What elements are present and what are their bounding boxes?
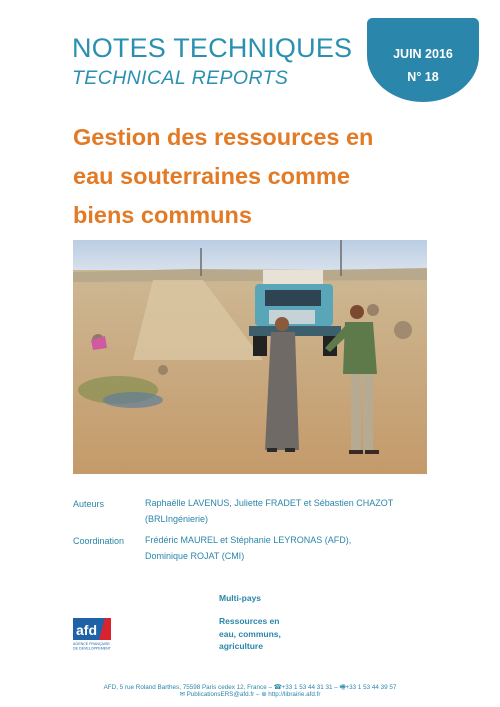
authors-affiliation: (BRLIngénierie): [145, 514, 209, 524]
series-subtitle: TECHNICAL REPORTS: [72, 67, 289, 89]
logo-caption-line: DE DÉVELOPPEMENT: [73, 646, 111, 651]
title-line: Gestion des ressources en: [73, 124, 374, 150]
keyword-line: Ressources en: [219, 616, 280, 626]
document-title: [73, 118, 429, 235]
footer-address: AFD, 5 rue Roland Barthes, 75598 Paris cedex 12, France – ☎+33 1 53 44 31 31 – 🖷+33 1 53 44 39 57: [103, 684, 397, 691]
countries-label: Multi-pays: [219, 593, 262, 603]
issue-badge: [367, 18, 479, 102]
logo-caption-line: AGENCE FRANÇAISE: [73, 642, 110, 646]
issue-date: JUIN 2016: [393, 47, 453, 61]
keyword-line: eau, communs,: [219, 628, 281, 639]
coordination-affiliation: Dominique ROJAT (CMI): [145, 551, 245, 561]
coordination-names: Frédéric MAUREL et Stéphanie LEYRONAS (AFD),: [145, 535, 352, 545]
issue-number: N° 18: [407, 70, 439, 84]
title-line: biens communs: [73, 202, 252, 228]
footer-contact: ✉ PublicationsERS@afd.fr – ⊕ http://librairie.afd.fr: [179, 691, 321, 698]
logo-text: afd: [76, 622, 97, 638]
keyword-line: agriculture: [219, 641, 263, 651]
title-line: eau souterraines comme: [73, 163, 350, 189]
authors-label: Auteurs: [73, 499, 105, 509]
coordination-label: Coordination: [73, 536, 125, 546]
authors-names: Raphaëlle LAVENUS, Juliette FRADET et Sébastien CHAZOT: [145, 498, 394, 508]
afd-logo: [73, 616, 121, 652]
keywords: [219, 615, 329, 653]
cover-photo: [73, 240, 427, 474]
series-title: NOTES TECHNIQUES: [72, 33, 353, 63]
